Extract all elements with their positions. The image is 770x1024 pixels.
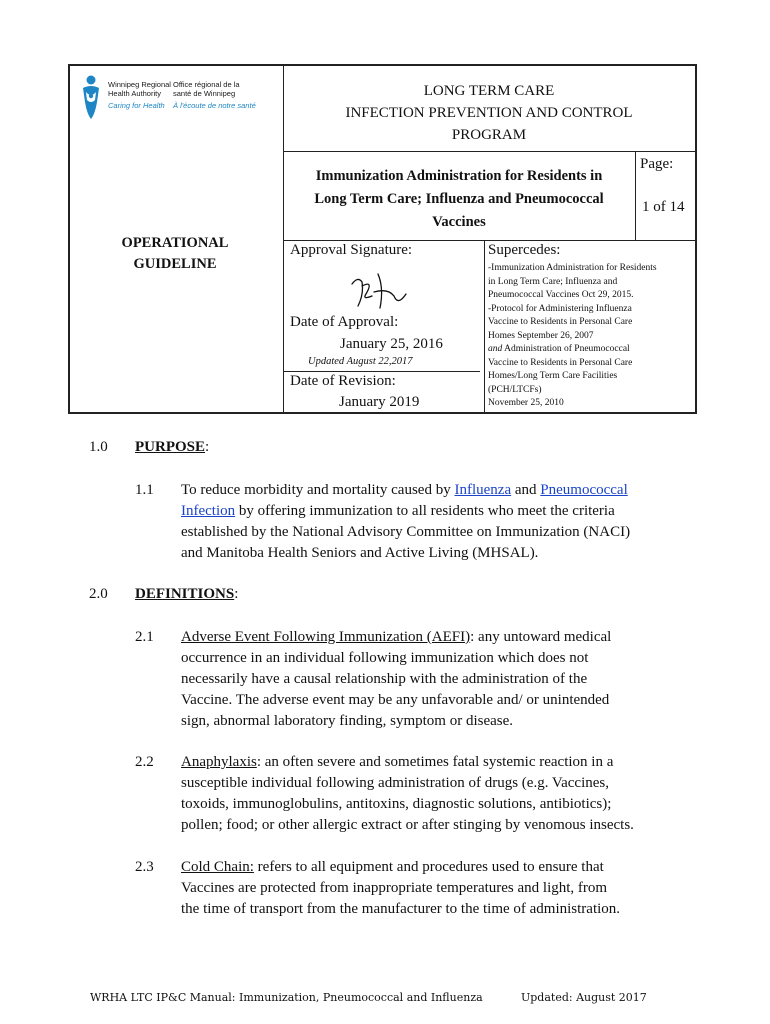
item-number-2-3: 2.3 bbox=[135, 859, 154, 875]
date-revision-value: January 2019 bbox=[339, 394, 420, 410]
definition-anaphylaxis-line1: : an often severe and sometimes fatal systemic reaction in a bbox=[256, 754, 614, 770]
document-title-line2: Long Term Care; Influenza and Pneumococcal bbox=[314, 191, 604, 207]
org-name-en-2: Health Authority bbox=[108, 89, 161, 98]
definition-line: occurrence in an individual following immunization which does not bbox=[181, 650, 589, 666]
definition-line: the time of transport from the manufacturer to the time of administration. bbox=[181, 901, 621, 917]
page-value: 1 of 14 bbox=[642, 199, 685, 215]
section-number-definitions: 2.0 bbox=[89, 586, 108, 602]
item-number-2-2: 2.2 bbox=[135, 754, 154, 770]
purpose-paragraph bbox=[181, 480, 691, 564]
org-name-fr-1: Office régional de la bbox=[173, 80, 240, 89]
guideline-type bbox=[68, 233, 282, 275]
definitions-title: DEFINITIONS bbox=[135, 586, 235, 602]
supercedes-line bbox=[488, 343, 694, 357]
item-number-2-1: 2.1 bbox=[135, 629, 154, 645]
supercedes-line: Pneumococcal Vaccines Oct 29, 2015. bbox=[488, 290, 634, 300]
footer-right: Updated: August 2017 bbox=[521, 991, 647, 1004]
footer-left: WRHA LTC IP&C Manual: Immunization, Pneumococcal and Influenza bbox=[90, 991, 483, 1004]
definition-term-anaphylaxis: Anaphylaxis bbox=[181, 754, 257, 770]
wrha-logo bbox=[78, 74, 278, 124]
date-approval-value: January 25, 2016 bbox=[340, 336, 443, 352]
definition-line: susceptible individual following administration of drugs (e.g. Vaccines, bbox=[181, 775, 609, 791]
divider-horizontal-1 bbox=[283, 151, 695, 152]
approval-signature-image bbox=[344, 266, 416, 314]
purpose-line3: established by the National Advisory Committee on Immunization (NACI) bbox=[181, 524, 631, 540]
supercedes-label: Supercedes: bbox=[488, 242, 561, 258]
definition-line: Vaccine. The adverse event may be any unfavorable and/ or unintended bbox=[181, 692, 610, 708]
document-title-line1: Immunization Administration for Residents in bbox=[315, 168, 603, 184]
section-number-purpose: 1.0 bbox=[89, 439, 108, 455]
definition-aefi-line1: : any untoward medical bbox=[470, 629, 612, 645]
updated-note: Updated August 22,2017 bbox=[308, 356, 413, 367]
divider-vertical-page bbox=[635, 151, 636, 240]
purpose-text-a: To reduce morbidity and mortality caused by bbox=[181, 482, 455, 498]
definition-anaphylaxis bbox=[181, 752, 701, 836]
tagline-en: Caring for Health bbox=[108, 101, 165, 110]
definition-line: pollen; food; or other allergic extract or after stinging by venomous insects. bbox=[181, 817, 634, 833]
definition-cold-chain-line1: refers to all equipment and procedures used to ensure that bbox=[253, 859, 604, 875]
purpose-text-c: by offering immunization to all residents who meet the criteria bbox=[235, 503, 615, 519]
definition-line: toxoids, immunoglobulins, antitoxins, diagnostic solutions, antibiotics); bbox=[181, 796, 612, 812]
purpose-text-b: and bbox=[511, 482, 541, 498]
link-pneumococcal[interactable]: Pneumococcal bbox=[540, 482, 628, 498]
supercedes-line-text: Administration of Pneumococcal bbox=[504, 344, 630, 354]
supercedes-line: Vaccine to Residents in Personal Care bbox=[488, 357, 633, 368]
supercedes-line: November 25, 2010 bbox=[488, 398, 564, 408]
item-number-1-1: 1.1 bbox=[135, 482, 154, 498]
guideline-line2: GUIDELINE bbox=[133, 256, 217, 272]
link-influenza[interactable]: Influenza bbox=[454, 482, 512, 498]
definition-line: necessarily have a causal relationship with the administration of the bbox=[181, 671, 588, 687]
approval-signature-label: Approval Signature: bbox=[290, 242, 413, 258]
supercedes-line: -Immunization Administration for Residents bbox=[488, 263, 657, 273]
supercedes-line: Homes September 26, 2007 bbox=[488, 330, 594, 341]
document-title-line3: Vaccines bbox=[432, 214, 486, 230]
divider-vertical-supercedes bbox=[484, 240, 485, 412]
supercedes-line: (PCH/LTCFs) bbox=[488, 384, 542, 395]
org-name-en-1: Winnipeg Regional bbox=[108, 80, 171, 89]
divider-revision bbox=[283, 371, 480, 372]
org-name-fr-2: santé de Winnipeg bbox=[173, 89, 236, 98]
definition-term-aefi: Adverse Event Following Immunization (AEFI) bbox=[181, 629, 471, 645]
definition-line: sign, abnormal laboratory finding, symptom or disease. bbox=[181, 713, 514, 729]
purpose-line4: and Manitoba Health Seniors and Active Living (MHSAL). bbox=[181, 545, 539, 561]
program-title-line1: LONG TERM CARE bbox=[423, 83, 555, 99]
guideline-line1: OPERATIONAL bbox=[121, 235, 229, 251]
date-approval-label: Date of Approval: bbox=[290, 314, 399, 330]
supercedes-line: Homes/Long Term Care Facilities bbox=[488, 371, 618, 381]
program-title bbox=[282, 80, 696, 146]
logo-figure-icon bbox=[78, 74, 104, 120]
supercedes-and: and bbox=[488, 344, 503, 354]
section-heading-purpose: PURPOSE: bbox=[135, 439, 210, 455]
definition-aefi bbox=[181, 627, 691, 732]
purpose-title: PURPOSE bbox=[135, 439, 206, 455]
divider-horizontal-2 bbox=[283, 240, 695, 241]
supercedes-line: Vaccine to Residents in Personal Care bbox=[488, 317, 633, 327]
program-title-line3: PROGRAM bbox=[451, 127, 527, 143]
tagline-fr: À l'écoute de notre santé bbox=[173, 101, 256, 110]
definition-term-cold-chain: Cold Chain: bbox=[181, 859, 254, 875]
page-label: Page: bbox=[640, 156, 674, 172]
link-infection[interactable]: Infection bbox=[181, 503, 236, 519]
date-revision-label: Date of Revision: bbox=[290, 373, 396, 389]
definition-line: Vaccines are protected from inappropriate temperatures and light, from bbox=[181, 880, 608, 896]
document-title bbox=[283, 165, 635, 234]
supercedes-line: -Protocol for Administering Influenza bbox=[488, 303, 632, 314]
definition-cold-chain bbox=[181, 857, 691, 920]
supercedes-list bbox=[488, 262, 694, 411]
section-heading-definitions: DEFINITIONS: bbox=[135, 586, 239, 602]
supercedes-line: in Long Term Care; Influenza and bbox=[488, 276, 618, 287]
program-title-line2: INFECTION PREVENTION AND CONTROL bbox=[345, 105, 633, 121]
